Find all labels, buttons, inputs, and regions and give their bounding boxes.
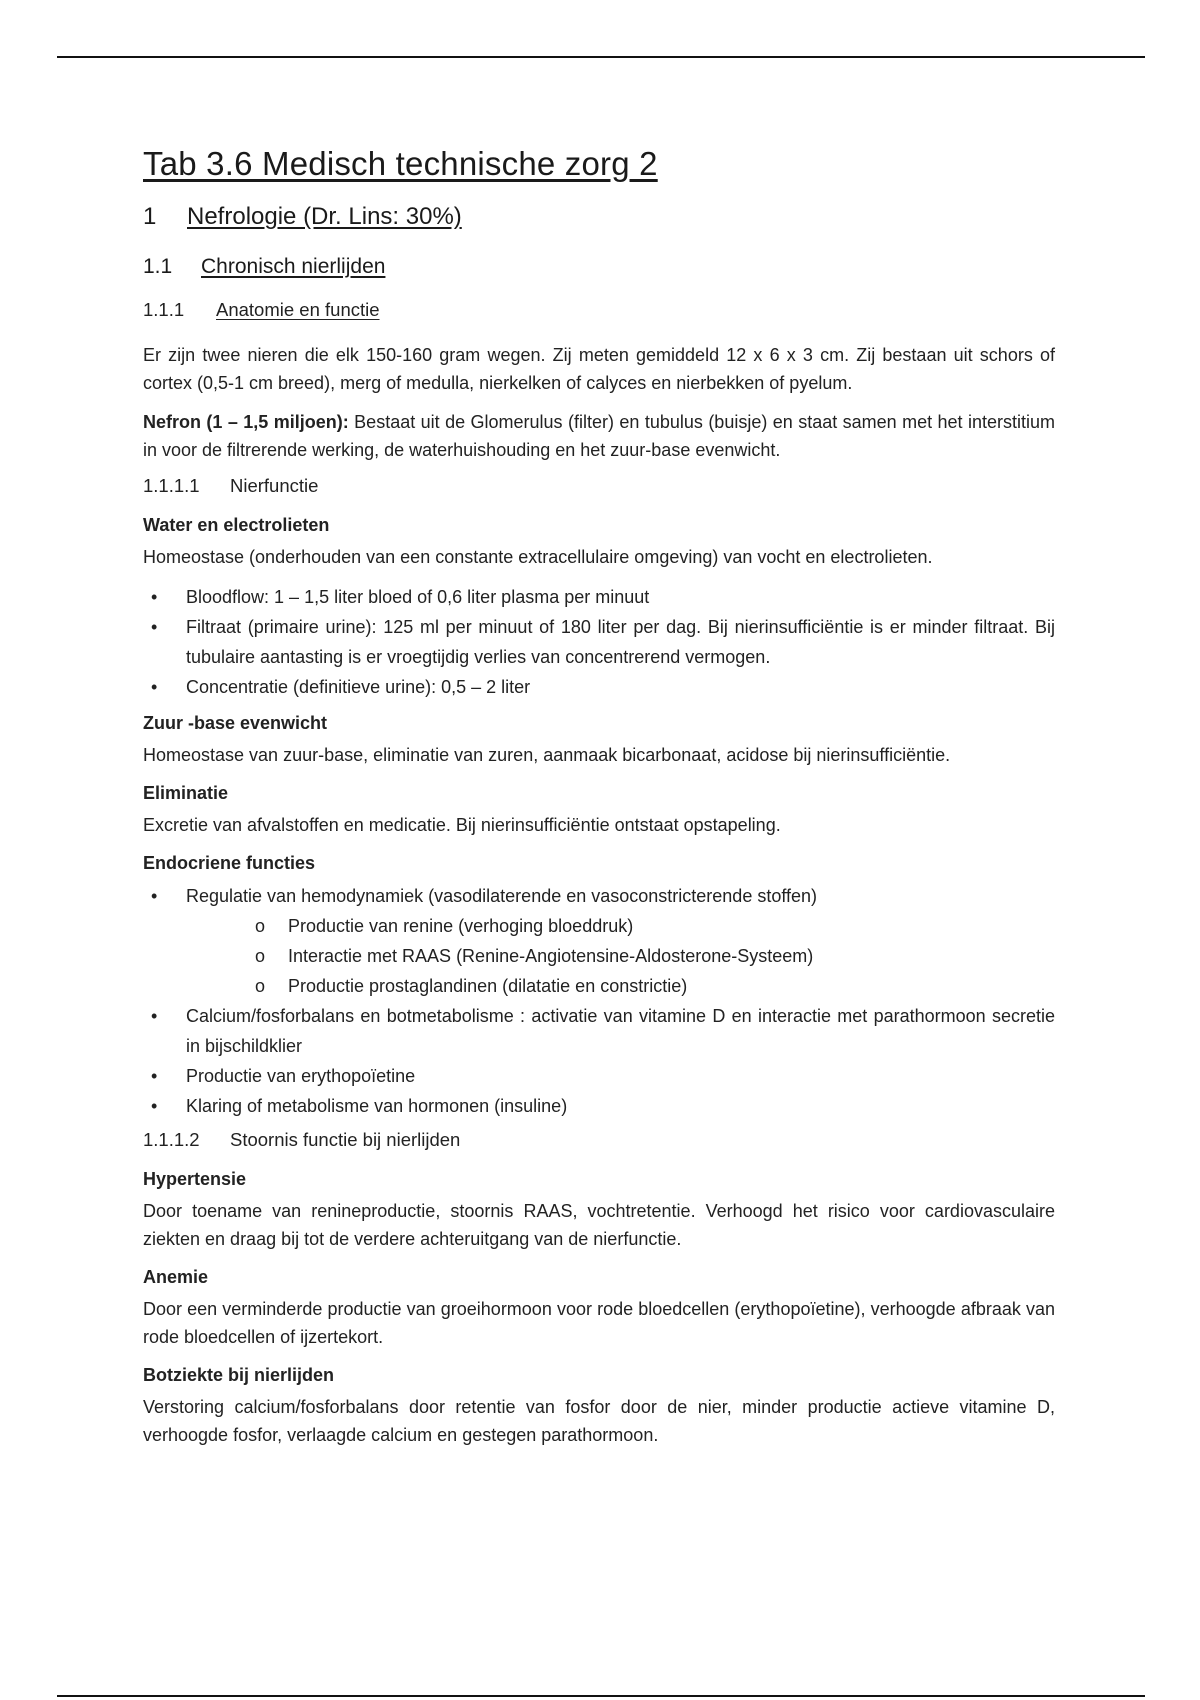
sub-list-item — [143, 911, 1055, 941]
circle-bullet-icon: o — [255, 946, 266, 966]
intro-paragraph: Er zijn twee nieren die elk 150-160 gram wegen. Zij meten gemiddeld 12 x 6 x 3 cm. Zij bestaan uit schors of cortex (0,5-1 cm breed), merg of medulla, nierkelken of calyces en nierbekken of pyelum. — [143, 345, 1055, 393]
heading-1-number: 1 — [143, 203, 157, 230]
bullet-icon: • — [151, 1006, 158, 1026]
heading-1-1-text: Chronisch nierlijden — [201, 255, 386, 278]
list-item — [143, 881, 1055, 911]
document-page — [143, 145, 1055, 1460]
heading-1-1-number: 1.1 — [143, 255, 173, 278]
sub-list-item — [143, 941, 1055, 971]
nefron-text: Bestaat uit de Glomerulus (filter) en tubulus (buisje) en staat samen met het interstitium in voor de filtrerende werking, de waterhuishouding en het zuur-base evenwicht. — [143, 412, 1056, 460]
list-item-text: Filtraat (primaire urine): 125 ml per minuut of 180 liter per dag. Bij nierinsufficiëntie is er minder filtraat. Bij tubulaire aantasting is er vroegtijdig verlies van concentrerend vermogen. — [186, 617, 1055, 667]
header-rule — [57, 56, 1145, 58]
list-item-text: Bloodflow: 1 – 1,5 liter bloed of 0,6 liter plasma per minuut — [186, 587, 650, 607]
eliminatie-heading: Eliminatie — [143, 783, 229, 803]
heading-1 — [143, 203, 1055, 231]
bullet-icon: • — [151, 587, 158, 607]
nefron-paragraph — [143, 408, 1055, 464]
heading-1-1-1-text: Anatomie en functie — [216, 299, 380, 320]
water-paragraph: Homeostase (onderhouden van een constante extracellulaire omgeving) van vocht en electrolieten. — [143, 547, 933, 567]
list-item — [143, 1001, 1055, 1061]
footer-rule — [57, 1695, 1145, 1697]
heading-1-1 — [143, 255, 1055, 279]
heading-1-1-1 — [143, 299, 1055, 321]
bullet-icon: • — [151, 886, 158, 906]
hypertensie-heading: Hypertensie — [143, 1169, 247, 1189]
heading-1-1-1-1-number: 1.1.1.1 — [143, 475, 200, 496]
heading-1-text: Nefrologie (Dr. Lins: 30%) — [187, 203, 462, 230]
heading-1-1-1-2-number: 1.1.1.2 — [143, 1129, 200, 1150]
water-list — [143, 582, 1055, 702]
botziekte-paragraph: Verstoring calcium/fosforbalans door retentie van fosfor door de nier, minder productie actieve vitamine D, verhoogde fosfor, verlaagde calcium en gestegen parathormoon. — [143, 1397, 1055, 1445]
nefron-label: Nefron (1 – 1,5 miljoen): — [143, 412, 349, 432]
bullet-icon: • — [151, 1096, 158, 1116]
document-title: Tab 3.6 Medisch technische zorg 2 — [143, 145, 658, 182]
list-item — [143, 1091, 1055, 1121]
list-item-text: Calcium/fosforbalans en botmetabolisme : activatie van vitamine D en interactie met parathormoon secretie in bijschildklier — [186, 1006, 1055, 1056]
heading-1-1-1-2-text: Stoornis functie bij nierlijden — [230, 1129, 461, 1150]
circle-bullet-icon: o — [255, 916, 266, 936]
list-item — [143, 612, 1055, 672]
endocrien-heading: Endocriene functies — [143, 853, 316, 873]
endocrien-list — [143, 881, 1055, 911]
zuur-paragraph: Homeostase van zuur-base, eliminatie van zuren, aanmaak bicarbonaat, acidose bij nierinsufficiëntie. — [143, 745, 951, 765]
anemie-paragraph: Door een verminderde productie van groeihormoon voor rode bloedcellen (erythopoïetine), verhoogde afbraak van rode bloedcellen of ijzertekort. — [143, 1299, 1055, 1347]
bullet-icon: • — [151, 617, 158, 637]
endocrien-sublist — [143, 911, 1055, 1001]
heading-1-1-1-1 — [143, 475, 1055, 497]
heading-1-1-1-number: 1.1.1 — [143, 299, 185, 320]
water-heading: Water en electrolieten — [143, 515, 330, 535]
list-item-text: Klaring of metabolisme van hormonen (insuline) — [186, 1096, 568, 1116]
bullet-icon: • — [151, 1066, 158, 1086]
list-item-text: Concentratie (definitieve urine): 0,5 – 2 liter — [186, 677, 531, 697]
zuur-heading: Zuur -base evenwicht — [143, 713, 328, 733]
eliminatie-paragraph: Excretie van afvalstoffen en medicatie. Bij nierinsufficiëntie ontstaat opstapeling. — [143, 815, 781, 835]
bullet-icon: • — [151, 677, 158, 697]
hypertensie-paragraph: Door toename van renineproductie, stoornis RAAS, vochtretentie. Verhoogd het risico voor cardiovasculaire ziekten en draag bij tot de verdere achteruitgang van de nierfunctie. — [143, 1201, 1055, 1249]
list-item — [143, 1061, 1055, 1091]
botziekte-heading: Botziekte bij nierlijden — [143, 1365, 335, 1385]
sub-list-item-text: Productie van renine (verhoging bloeddruk) — [288, 916, 634, 936]
list-item — [143, 582, 1055, 612]
sub-list-item-text: Productie prostaglandinen (dilatatie en constrictie) — [288, 976, 688, 996]
heading-1-1-1-2 — [143, 1129, 1055, 1151]
list-item-text: Regulatie van hemodynamiek (vasodilaterende en vasoconstricterende stoffen) — [186, 886, 818, 906]
list-item — [143, 672, 1055, 702]
sub-list-item — [143, 971, 1055, 1001]
circle-bullet-icon: o — [255, 976, 266, 996]
list-item-text: Productie van erythopoïetine — [186, 1066, 416, 1086]
heading-1-1-1-1-text: Nierfunctie — [230, 475, 319, 496]
sub-list-item-text: Interactie met RAAS (Renine-Angiotensine-Aldosterone-Systeem) — [288, 946, 814, 966]
endocrien-list-continued — [143, 1001, 1055, 1121]
anemie-heading: Anemie — [143, 1267, 209, 1287]
